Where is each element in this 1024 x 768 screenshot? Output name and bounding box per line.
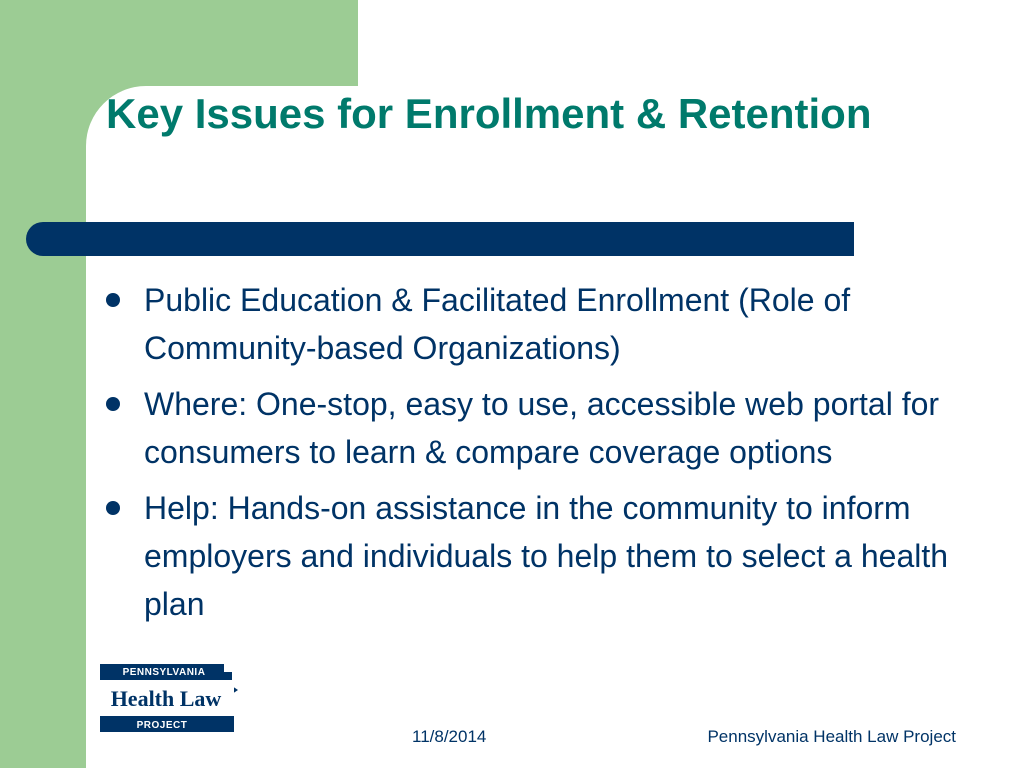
logo-line2: Health Law [110,686,222,711]
bullet-dot-icon [106,501,120,515]
footer-date: 11/8/2014 [412,727,487,746]
bullet-text: Public Education & Facilitated Enrollment (Role of Community-based Organizations) [144,282,851,366]
bullet-list [106,276,966,636]
bullet-item [106,484,966,628]
footer-organization: Pennsylvania Health Law Project [707,727,956,746]
slide-title: Key Issues for Enrollment & Retention [106,90,872,137]
logo-line3: PROJECT [136,720,188,731]
bullet-item [106,380,966,476]
logo-line1: PENNSYLVANIA [122,667,206,678]
bullet-item [106,276,966,372]
bullet-text: Help: Hands-on assistance in the community to inform employers and individuals to help them to select a health plan [144,490,949,622]
title-underline-bar [26,222,854,256]
background-accent-strip [0,0,86,768]
pennsylvania-health-law-project-logo [96,662,238,736]
bullet-text: Where: One-stop, easy to use, accessible web portal for consumers to learn & compare coverage options [144,386,940,470]
bullet-dot-icon [106,293,120,307]
bullet-dot-icon [106,397,120,411]
